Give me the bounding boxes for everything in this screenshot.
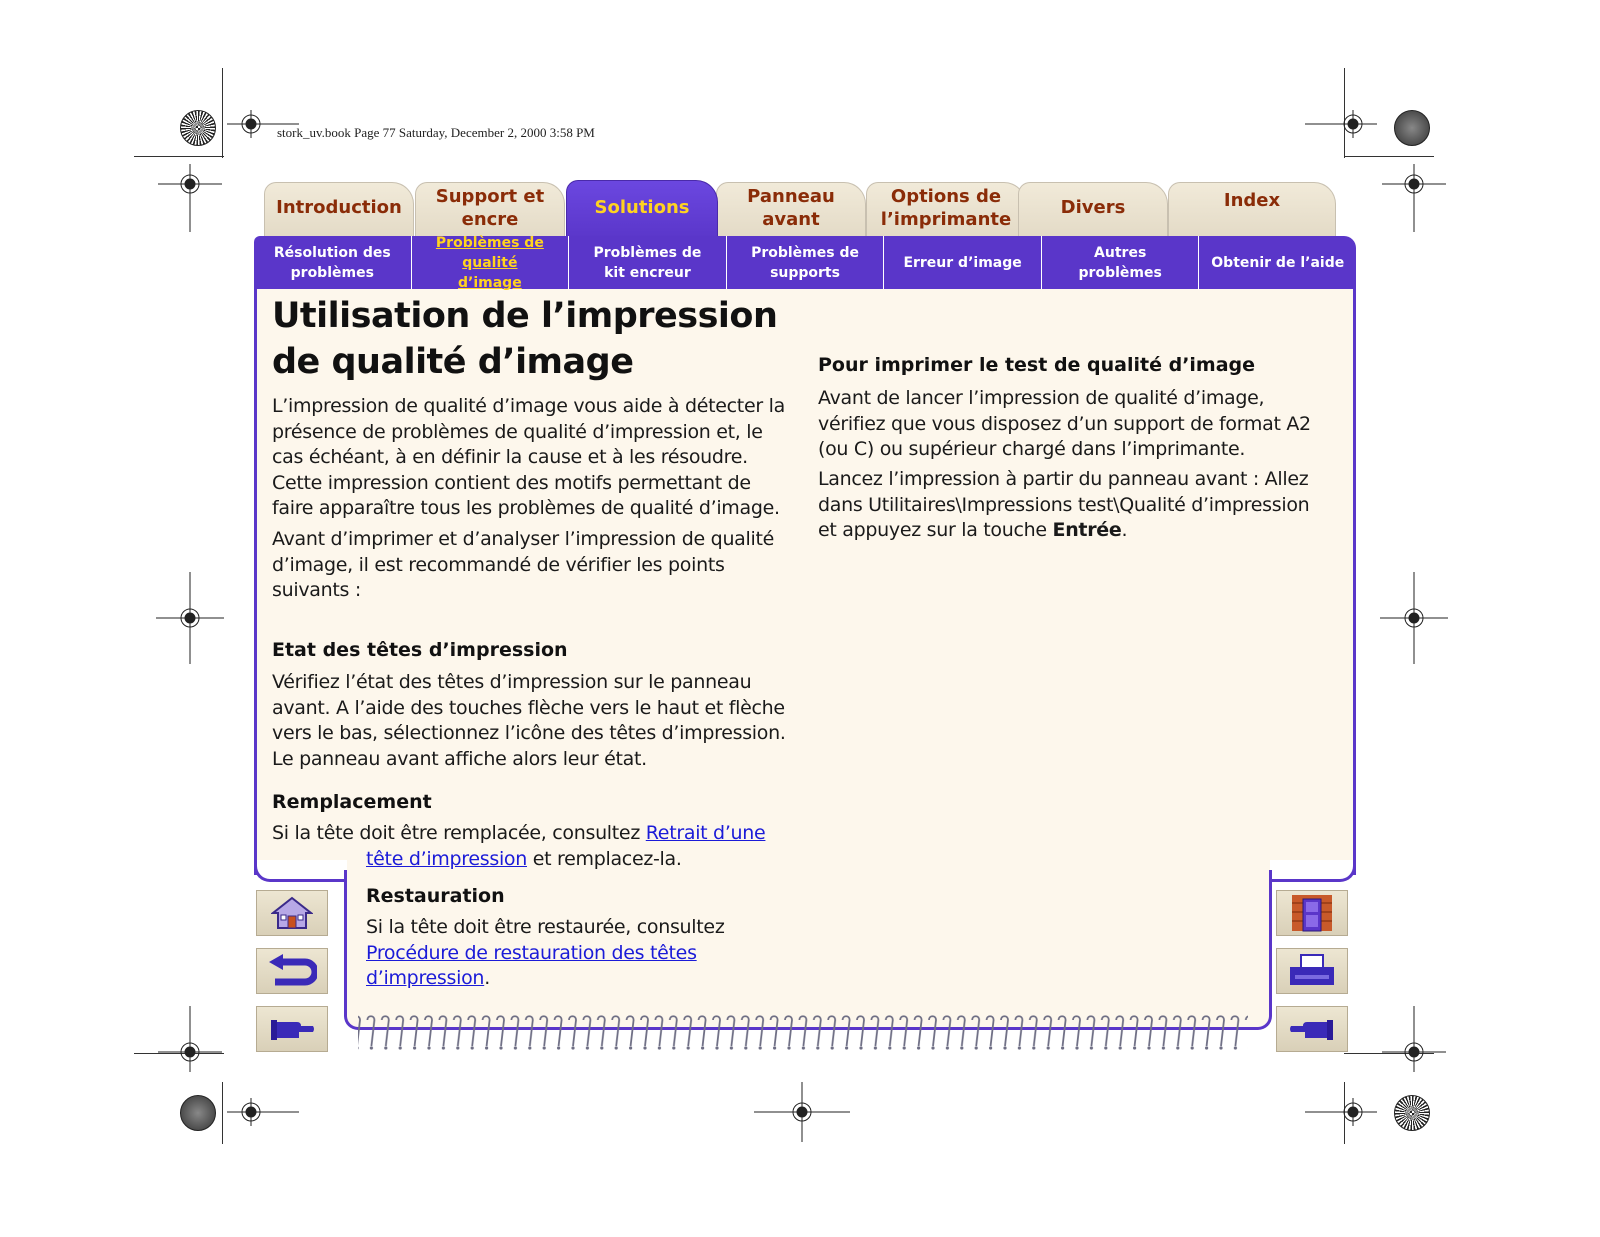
- subheading-remplacement: Remplacement: [272, 791, 432, 813]
- subnav-problemes-supports[interactable]: Problèmes de supports: [727, 236, 885, 289]
- section-text-etat-tetes: Vérifiez l’état des têtes d’impression sur le panneau avant. A l’aide des touches flèche vers le haut et flèche vers le bas, sélectionnez l’icône des têtes d’impression. Le panneau avant affiche alors leur état.: [272, 671, 786, 770]
- remplacement-line-1: Si la tête doit être remplacée, consultez Retrait d’une: [272, 822, 766, 844]
- tab-divers[interactable]: Divers: [1018, 182, 1168, 238]
- right-paragraph-2: Lancez l’impression à partir du panneau avant : Allez dans Utilitaires\Impressions test\Qualité d’impression et appuyez sur la touche Entrée.: [818, 468, 1310, 541]
- spiral-binding: [350, 1014, 1260, 1054]
- tab-options-imprimante[interactable]: Options de l’imprimante: [866, 182, 1026, 238]
- tab-introduction[interactable]: Introduction: [264, 182, 414, 238]
- link-procedure-restauration-cont[interactable]: d’impression: [366, 967, 485, 989]
- restauration-link-line-2: d’impression.: [366, 967, 490, 989]
- next-page-button[interactable]: [256, 1006, 328, 1052]
- subnav-problemes-qualite-image[interactable]: Problèmes de qualité d’image: [412, 236, 570, 289]
- subnav-autres-problemes[interactable]: Autres problèmes: [1042, 236, 1200, 289]
- printer-icon: [1287, 953, 1337, 989]
- subnav-resolution-problemes[interactable]: Résolution des problèmes: [254, 236, 412, 289]
- subnav-erreur-image[interactable]: Erreur d’image: [884, 236, 1042, 289]
- solutions-subnav: [254, 236, 1356, 289]
- print-header: stork_uv.book Page 77 Saturday, December 2, 2000 3:58 PM: [277, 125, 595, 140]
- link-retrait-tete-impression[interactable]: Retrait d’une: [645, 822, 766, 844]
- previous-page-icon: [1287, 1014, 1337, 1044]
- restauration-text: Si la tête doit être restaurée, consultez: [366, 916, 725, 938]
- previous-page-button[interactable]: [1276, 1006, 1348, 1052]
- link-retrait-tete-impression-cont[interactable]: tête d’impression: [366, 848, 527, 870]
- remplacement-line-2: tête d’impression et remplacez-la.: [366, 848, 682, 870]
- home-button[interactable]: [256, 890, 328, 936]
- page-title: Utilisation de l’impression de qualité d’image: [272, 296, 778, 382]
- next-page-icon: [267, 1014, 317, 1044]
- intro-paragraph-2: Avant d’imprimer et d’analyser l’impression de qualité d’image, il est recommandé de vérifier les points suivants :: [272, 528, 775, 601]
- subheading-restauration: Restauration: [366, 885, 505, 907]
- home-icon: [271, 895, 313, 931]
- tab-panneau-avant[interactable]: Panneau avant: [716, 182, 866, 238]
- right-heading: Pour imprimer le test de qualité d’image: [818, 354, 1256, 376]
- right-paragraph-1: Avant de lancer l’impression de qualité d’image, vérifiez que vous disposez d’un support de format A2 (ou C) ou supérieur chargé dans l’imprimante.: [818, 387, 1311, 460]
- tab-index[interactable]: Index: [1168, 182, 1336, 238]
- back-icon: [267, 954, 317, 988]
- intro-paragraph-1: L’impression de qualité d’image vous aide à détecter la présence de problèmes de qualité d’impression et, le cas échéant, à en définir la cause et à les résoudre. Cette impression contient des motifs permettant de faire apparaître tous les problèmes de qualité d’image.: [272, 395, 785, 519]
- back-button[interactable]: [256, 948, 328, 994]
- exit-door-icon: [1290, 893, 1334, 933]
- subnav-obtenir-aide[interactable]: Obtenir de l’aide: [1211, 254, 1345, 271]
- exit-button[interactable]: [1276, 890, 1348, 936]
- section-heading-etat-tetes: Etat des têtes d’impression: [272, 639, 568, 661]
- print-button[interactable]: [1276, 948, 1348, 994]
- link-procedure-restauration[interactable]: Procédure de restauration des têtes: [366, 942, 697, 964]
- tab-solutions[interactable]: Solutions: [566, 180, 718, 240]
- subnav-problemes-kit-encreur[interactable]: Problèmes de kit encreur: [569, 236, 727, 289]
- restauration-link-line-1: [366, 941, 806, 967]
- tab-support-et-encre[interactable]: Support et encre: [415, 182, 565, 238]
